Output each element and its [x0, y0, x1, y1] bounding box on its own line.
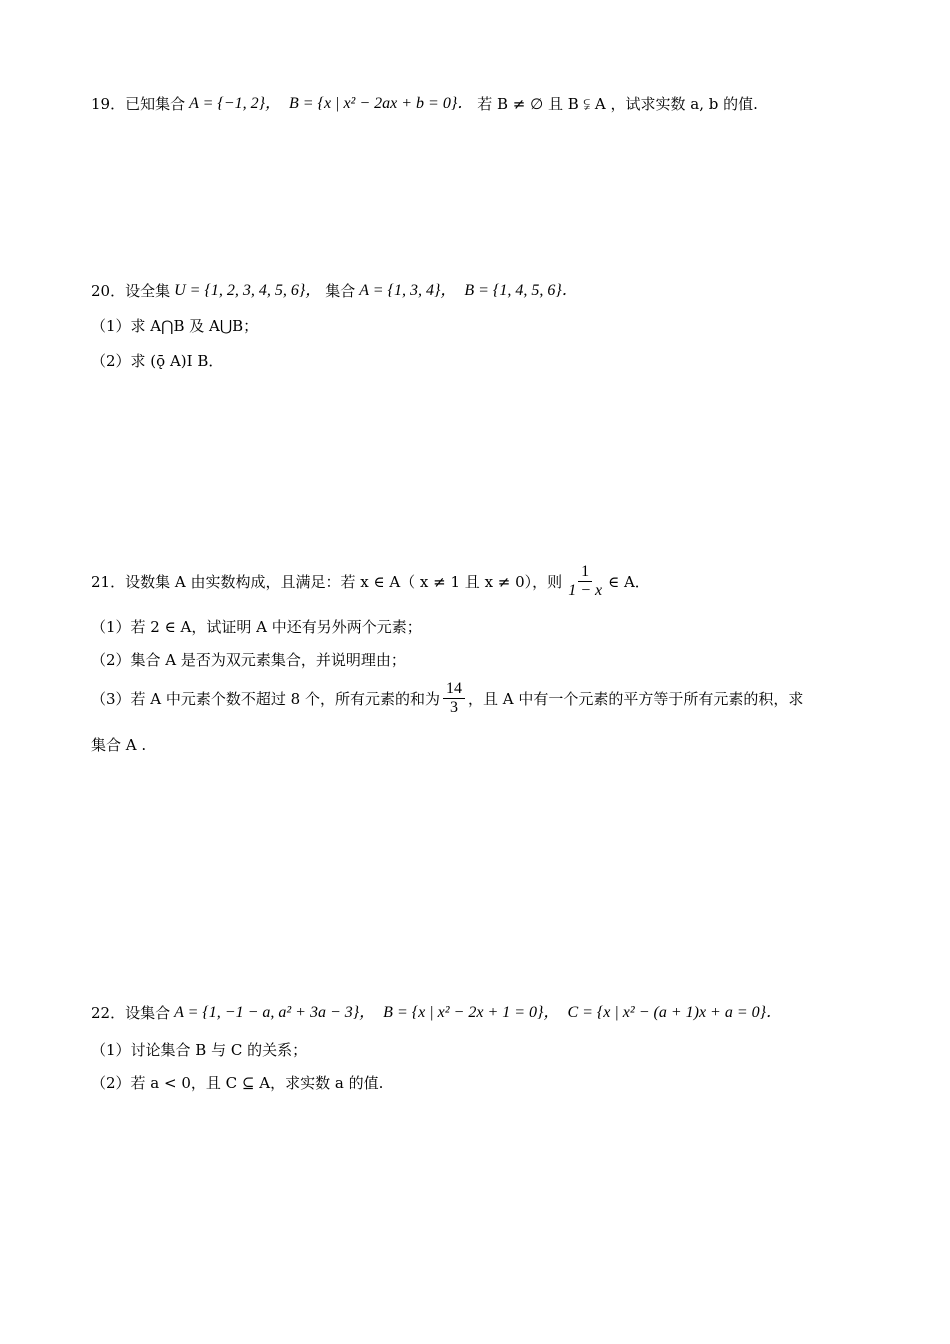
q22-lead: 22．设集合	[91, 1003, 171, 1022]
q21-part-3-numerator: 14	[443, 680, 465, 699]
q19-condition: 若 B ≠ ∅ 且 B ⫋ A ，试求实数 a, b 的值.	[477, 94, 758, 113]
question-22-stem	[91, 1003, 782, 1023]
q20-set-u: U = {1, 2, 3, 4, 5, 6}，	[174, 282, 322, 299]
q21-stem-pre: 21．设数集 A 由实数构成，且满足：若 x ∈ A（ x ≠ 1 且 x ≠ 0），则	[91, 572, 563, 591]
q20-set-a-label: 集合	[325, 281, 356, 300]
q21-part-3-post: ，且 A 中有一个元素的平方等于所有元素的积，求	[468, 689, 804, 708]
q19-lead: 19．已知集合	[91, 94, 186, 113]
q21-fraction-denominator: 1 − x	[568, 582, 603, 600]
question-19-stem	[91, 94, 758, 114]
q19-set-b: B = {x | x² − 2ax + b = 0}．	[288, 95, 474, 112]
q20-set-a: A = {1, 3, 4}，	[359, 282, 457, 299]
q21-part-3-fraction	[443, 680, 465, 718]
q21-part-3-denominator: 3	[450, 699, 458, 717]
q22-set-a: A = {1, −1 − a, a² + 3a − 3}，	[174, 1004, 376, 1021]
q21-part-2: （2）集合 A 是否为双元素集合，并说明理由；	[91, 651, 406, 669]
q21-part-3-continued: 集合 A .	[91, 736, 147, 754]
q20-lead: 20．设全集	[91, 281, 171, 300]
q21-fraction	[565, 563, 605, 601]
q22-set-c: C = {x | x² − (a + 1)x + a = 0}．	[567, 1004, 783, 1021]
q19-set-a: A = {−1, 2}，	[189, 95, 281, 112]
q22-set-b: B = {x | x² − 2x + 1 = 0}，	[383, 1004, 560, 1021]
q21-part-3-pre: （3）若 A 中元素个数不超过 8 个，所有元素的和为	[91, 689, 440, 708]
q20-part-1: （1）求 A⋂B 及 A⋃B；	[91, 317, 259, 335]
q22-part-1: （1）讨论集合 B 与 C 的关系；	[91, 1041, 308, 1059]
q22-part-2: （2）若 a < 0，且 C ⊆ A，求实数 a 的值.	[91, 1074, 384, 1092]
q21-part-1: （1）若 2 ∈ A，试证明 A 中还有另外两个元素；	[91, 618, 422, 636]
q21-part-3	[91, 680, 803, 718]
q21-stem-post: ∈ A．	[608, 572, 650, 591]
q21-fraction-numerator: 1	[578, 563, 592, 582]
question-20-stem	[91, 281, 578, 301]
q20-part-2: （2）求 (ǭ A)Ⅰ B．	[91, 352, 224, 370]
q20-set-b: B = {1, 4, 5, 6}．	[464, 282, 578, 299]
question-21-stem	[91, 563, 650, 601]
